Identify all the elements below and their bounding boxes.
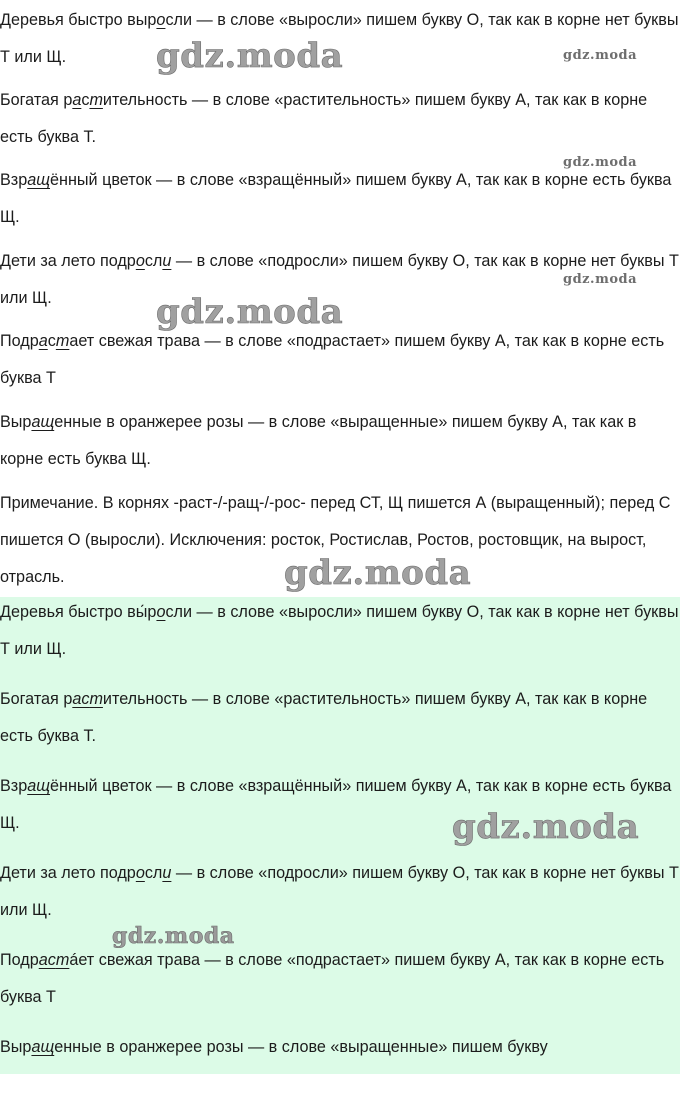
- watermark: gdz.moda: [563, 155, 638, 170]
- text-fragment: ённый цветок — в слове «взращённый» пишем букву А, так как в корне есть буква Щ.: [0, 777, 672, 832]
- marked-letters: ащ: [27, 171, 51, 189]
- text-fragment: сли — в слове «выросли» пишем букву О, так как в корне нет буквы Т или Щ.: [0, 603, 679, 658]
- text-fragment: Богатая р: [0, 91, 73, 109]
- text-fragment: Выр: [0, 413, 32, 431]
- marked-letter: о: [156, 603, 166, 621]
- text-fragment: Дети за лето подр: [0, 252, 136, 270]
- answer-paragraph-6: [0, 404, 680, 478]
- text-fragment: Подр: [0, 332, 39, 350]
- watermark: gdz.moda: [284, 553, 472, 593]
- watermark: gdz.moda: [563, 48, 638, 63]
- marked-letters: ащ: [27, 777, 51, 795]
- marked-letter: а: [38, 332, 48, 350]
- marked-letter: т: [55, 951, 70, 969]
- text-fragment: — в слове «подросли» пишем букву О, так как в корне нет буквы Т или Щ.: [0, 864, 679, 919]
- watermark: gdz.moda: [112, 923, 235, 949]
- marked-letter: о: [135, 864, 145, 882]
- answer-section-highlighted: [0, 597, 680, 1074]
- text-fragment: енные в оранжерее розы — в слове «выращенные» пишем букву А, так как в корне есть буква Щ.: [0, 413, 637, 468]
- marked-letters: ас: [38, 951, 56, 969]
- marked-letter: и: [162, 864, 172, 882]
- text-fragment: а: [69, 332, 79, 350]
- text-fragment: Деревья быстро выр: [0, 11, 157, 29]
- marked-letter: о: [156, 11, 166, 29]
- answer-paragraph-5: [0, 942, 680, 1016]
- text-fragment: Взр: [0, 171, 28, 189]
- text-fragment: сл: [144, 252, 163, 270]
- text-fragment: Подр: [0, 951, 39, 969]
- marked-letter: о: [135, 252, 145, 270]
- marked-letters: ащ: [31, 1038, 55, 1056]
- watermark: gdz.moda: [452, 807, 640, 847]
- text-fragment: ённый цветок — в слове «взращённый» пишем букву А, так как в корне есть буква Щ.: [0, 171, 672, 226]
- answer-paragraph-6: [0, 1029, 680, 1066]
- answer-paragraph-1: [0, 594, 680, 668]
- watermark: gdz.moda: [156, 36, 344, 76]
- answer-paragraph-2: [0, 82, 680, 156]
- text-fragment: ет свежая трава — в слове «подрастает» пишем букву А, так как в корне есть буква Т: [0, 332, 665, 387]
- marked-letter: и: [162, 252, 172, 270]
- answer-paragraph-5: [0, 323, 680, 397]
- answer-note: Примечание. В корнях -раст-/-ращ-/-рос- перед СТ, Щ пишется А (выращенный); перед С пишется О (выросли). Исключения: росток, Ростислав, Ростов, ростовщик, на вырост, отрасль.: [0, 494, 671, 586]
- marked-letter: а: [72, 91, 82, 109]
- answer-paragraph-4: [0, 855, 680, 929]
- marked-letter: т: [89, 690, 103, 708]
- text-fragment: ет свежая трава — в слове «подрастает» пишем букву А, так как в корне есть буква Т: [0, 951, 665, 1006]
- text-fragment: с: [47, 332, 56, 350]
- marked-letter: т: [89, 91, 103, 109]
- text-fragment: ительность — в слове «растительность» пишем букву А, так как в корне есть буква Т.: [0, 91, 648, 146]
- text-fragment: ́р: [147, 603, 157, 621]
- text-fragment: Деревья быстро вы: [0, 603, 148, 621]
- marked-letters: ащ: [31, 413, 55, 431]
- text-fragment: Взр: [0, 777, 28, 795]
- marked-letters: ас: [72, 690, 90, 708]
- text-fragment: Богатая р: [0, 690, 73, 708]
- text-fragment: енные в оранжерее розы — в слове «выращенные» пишем букву: [54, 1038, 548, 1056]
- watermark: gdz.moda: [563, 272, 638, 287]
- answer-paragraph-2: [0, 681, 680, 755]
- text-fragment: Выр: [0, 1038, 32, 1056]
- text-fragment: Дети за лето подр: [0, 864, 136, 882]
- text-fragment: á: [69, 951, 79, 969]
- marked-letter: т: [55, 332, 70, 350]
- watermark: gdz.moda: [156, 292, 344, 332]
- text-fragment: сл: [144, 864, 163, 882]
- text-fragment: сли — в слове «выросли» пишем букву О, так как в корне нет буквы Т или Щ.: [0, 11, 679, 66]
- text-fragment: ительность — в слове «растительность» пишем букву А, так как в корне есть буква Т.: [0, 690, 648, 745]
- text-fragment: с: [81, 91, 90, 109]
- text-fragment: — в слове «подросли» пишем букву О, так как в корне нет буквы Т или Щ.: [0, 252, 679, 307]
- answer-paragraph-3: [0, 162, 680, 236]
